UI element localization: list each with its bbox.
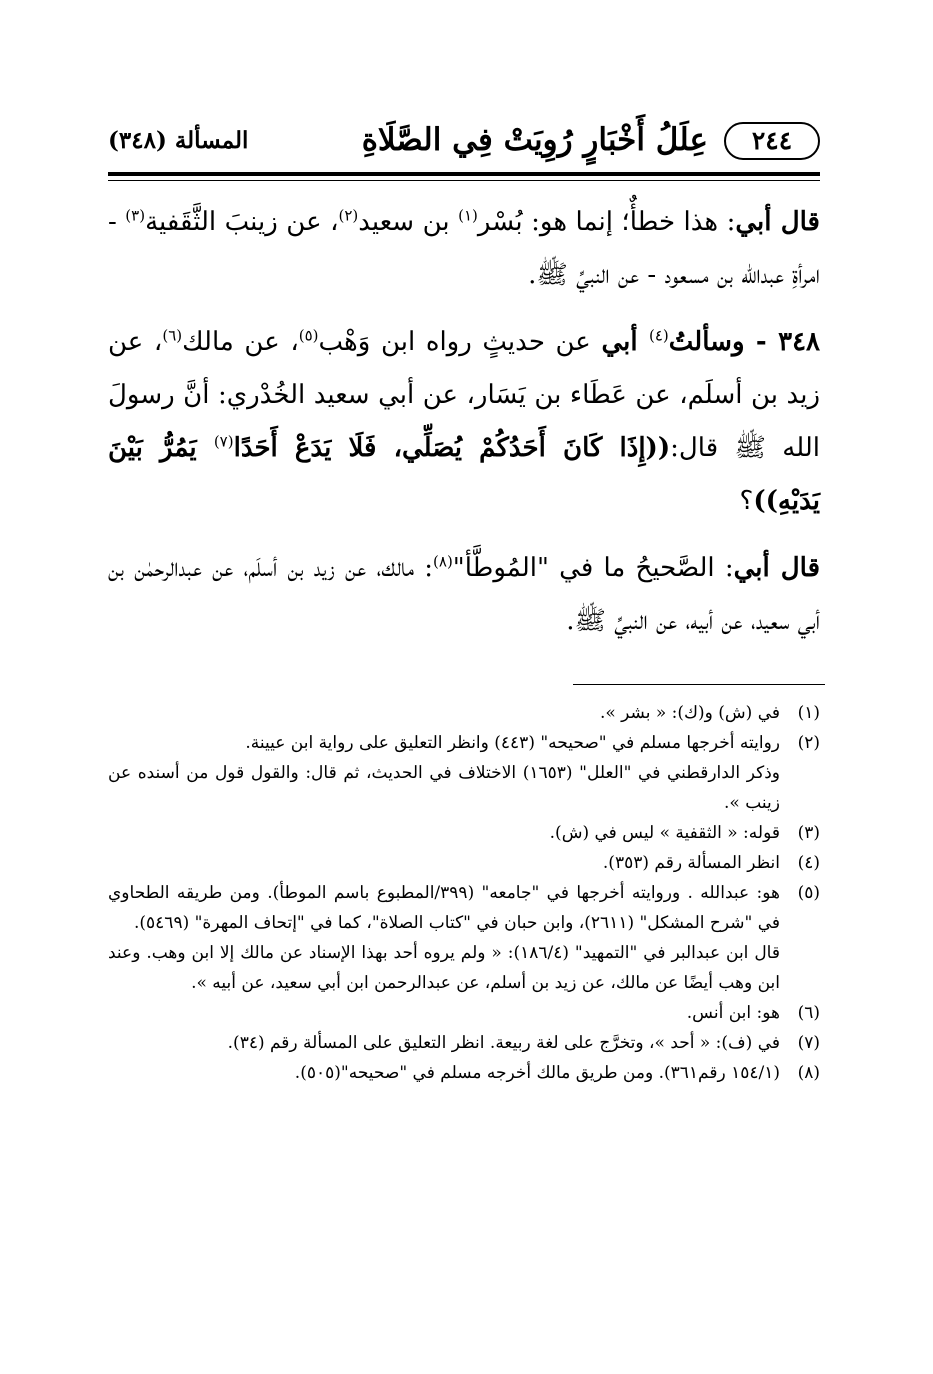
- text-run: ؟: [739, 486, 754, 516]
- footnote-text: في (ش) و(ك): « بشر ».: [599, 703, 780, 723]
- footnote-text: انظر المسألة رقم (٣٥٣).: [602, 853, 780, 873]
- text-run: : الصَّحيحُ ما في "المُوطَّأ": [452, 553, 734, 583]
- speaker-label: أبي: [601, 327, 649, 357]
- footnote-ref: (٨): [433, 552, 453, 571]
- footnote-ref: (٧): [213, 432, 234, 451]
- footnote-item: [108, 818, 820, 848]
- footnote-number: (٣): [797, 823, 820, 843]
- footnote-text: هو: ابن أنس.: [686, 1003, 780, 1023]
- footnote-ref: (٦): [162, 326, 183, 345]
- footnote-ref: (٥): [298, 326, 319, 345]
- issue-heading: ٣٤٨ - وسألتُ: [668, 327, 821, 357]
- footnote-text: روايته أخرجها مسلم في "صحيحه" (٤٤٣) وانظر التعليق على رواية ابن عيينة.: [245, 733, 780, 753]
- paragraph-1: [108, 196, 820, 302]
- footnote-number: (٤): [797, 853, 820, 873]
- footnote-separator: [573, 684, 825, 685]
- text-run: ، عن مالك: [182, 327, 299, 357]
- page-header: [108, 118, 820, 170]
- header-rule-thin: [108, 180, 820, 181]
- footnote-ref: (٣): [125, 206, 146, 225]
- text-run: : هذا خطأٌ؛ إنما هو: بُسْر: [477, 207, 736, 237]
- footnote-ref: (١): [458, 206, 478, 225]
- footnote-number: (٦): [797, 1003, 820, 1023]
- footnote-number: (١): [797, 703, 820, 723]
- footnote-item: [108, 1058, 820, 1088]
- book-title: عِلَلُ أَخْبَارٍ رُوِيَتْ فِي الصَّلَاةِ: [361, 122, 708, 158]
- hadith-quote: ((إِذَا كَانَ أَحَدُكُمْ يُصَلِّي، فَلَا يَدَعْ أَحَدًا: [233, 433, 671, 463]
- footnote-item: [108, 848, 820, 878]
- footnote-item: [108, 698, 820, 728]
- footnote-continuation: قال ابن عبدالبر في "التمهيد" (١٨٦/٤): « ولم يروه أحد بهذا الإسناد عن مالك إلا ابن وهب. وعند ابن وهب أيضًا عن مالك، عن زيد بن أسلم، عن عبدالرحمن ابن أبي سعيد، عن أبيه ».: [108, 943, 780, 993]
- footnote-number: (٨): [797, 1063, 820, 1083]
- hadith-quote: يَمُرُّ بَيْنَ يَدَيْهِ)): [108, 433, 820, 516]
- footnotes: [108, 698, 820, 1088]
- footnote-item: [108, 1028, 820, 1058]
- footnote-number: (٢): [797, 733, 820, 753]
- footnote-item: [108, 728, 820, 758]
- paragraph-3: [108, 542, 820, 648]
- footnote-continuation: وذكر الدارقطني في "العلل" (١٦٥٣) الاختلاف في الحديث، ثم قال: والقول قول من أسنده عن زينب ».: [108, 763, 780, 813]
- footnote-number: (٥): [797, 883, 820, 903]
- text-run: ، عن زينبَ الثَّقَفية: [145, 207, 339, 237]
- footnote-text: في (ف): « أحد »، وتخرَّج على لغة ربيعة. انظر التعليق على المسألة رقم (٣٤).: [227, 1033, 780, 1053]
- footnote-item: [108, 878, 820, 938]
- text-run: - امرأةِ عبدالله بن مسعود - عن النبيِّ ﷺ.: [108, 207, 820, 290]
- page-number: ٢٤٤: [724, 122, 820, 160]
- issue-label: المسألة (٣٤٨): [108, 127, 249, 154]
- text-run: بن سعيد: [358, 207, 459, 237]
- paragraph-2: [108, 316, 820, 528]
- text-run: عن حديثٍ رواه ابن وَهْب: [318, 327, 602, 357]
- main-text: [108, 196, 820, 662]
- text-run: ، عن زيد بن أسلَم، عن عَطَاء بن يَسَار، عن أبي سعيد الخُدْري: أنَّ رسولَ الله ﷺ قال:: [108, 327, 820, 463]
- footnote-text: قوله: « الثقفية » ليس في (ش).: [549, 823, 780, 843]
- footnote-number: (٧): [797, 1033, 820, 1053]
- footnote-ref: (٤): [649, 326, 669, 345]
- footnote-ref: (٢): [338, 206, 359, 225]
- text-run: : مالك، عن زيد بن أسلَم، عن عبدالرحمٰن بن أبي سعيد، عن أبيه، عن النبيِّ ﷺ.: [108, 553, 820, 636]
- footnote-item: [108, 998, 820, 1028]
- speaker-label: قال أبي: [733, 553, 820, 583]
- header-rule-thick: [108, 172, 820, 176]
- footnote-text: هو: عبدالله . وروايته أخرجها في "جامعه" (٣٩٩/المطبوع باسم الموطأ). ومن طريقه الطحاوي في "شرح المشكل" (٢٦١١)، وابن حبان في "كتاب الصلاة"، كما في "إتحاف المهرة" (٥٤٦٩).: [108, 883, 780, 933]
- footnote-text: (١٥٤/١ رقم٣٦١). ومن طريق مالك أخرجه مسلم في "صحيحه"(٥٠٥).: [294, 1063, 780, 1083]
- speaker-label: قال أبي: [735, 207, 820, 237]
